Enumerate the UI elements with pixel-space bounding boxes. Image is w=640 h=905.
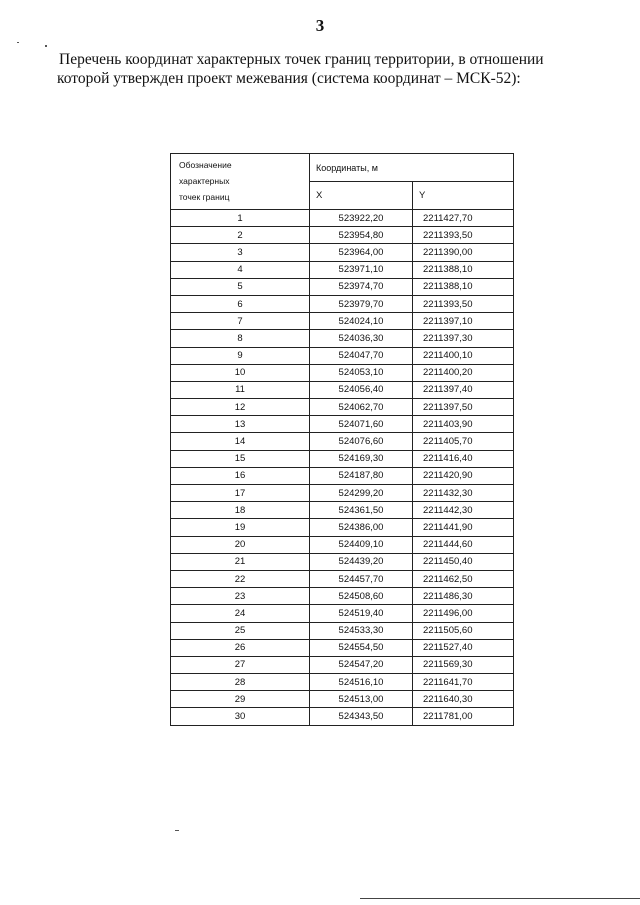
y-coordinate-cell: 2211397,50 xyxy=(413,399,514,416)
x-coordinate-cell: 524071,60 xyxy=(310,416,413,433)
bottom-edge-line xyxy=(360,898,640,899)
table-row xyxy=(171,433,514,450)
table-row xyxy=(171,330,514,347)
x-coordinate-cell: 523964,00 xyxy=(310,244,413,261)
y-coordinate-cell: 2211400,20 xyxy=(413,364,514,381)
point-number-cell: 12 xyxy=(171,399,310,416)
point-number-cell: 1 xyxy=(171,210,310,227)
y-coordinate-cell: 2211442,30 xyxy=(413,502,514,519)
x-coordinate-cell: 524056,40 xyxy=(310,381,413,398)
x-coordinate-cell: 524062,70 xyxy=(310,399,413,416)
point-number-cell: 5 xyxy=(171,278,310,295)
point-number-cell: 20 xyxy=(171,536,310,553)
x-coordinate-cell: 524516,10 xyxy=(310,674,413,691)
y-coordinate-cell: 2211450,40 xyxy=(413,553,514,570)
x-coordinate-cell: 524187,80 xyxy=(310,467,413,484)
point-number-cell: 23 xyxy=(171,588,310,605)
table-row xyxy=(171,502,514,519)
y-coordinate-cell: 2211390,00 xyxy=(413,244,514,261)
x-coordinate-cell: 524547,20 xyxy=(310,656,413,673)
table-row xyxy=(171,210,514,227)
table-row xyxy=(171,605,514,622)
scan-speck xyxy=(45,45,47,47)
x-coordinate-cell: 524533,30 xyxy=(310,622,413,639)
y-coordinate-cell: 2211641,70 xyxy=(413,674,514,691)
point-number-cell: 30 xyxy=(171,708,310,725)
y-coordinate-cell: 2211462,50 xyxy=(413,570,514,587)
table-row xyxy=(171,227,514,244)
point-number-cell: 11 xyxy=(171,381,310,398)
y-coordinate-cell: 2211444,60 xyxy=(413,536,514,553)
point-number-cell: 18 xyxy=(171,502,310,519)
point-number-cell: 2 xyxy=(171,227,310,244)
point-number-cell: 24 xyxy=(171,605,310,622)
point-number-cell: 21 xyxy=(171,553,310,570)
table-row xyxy=(171,261,514,278)
table-row xyxy=(171,708,514,725)
y-coordinate-cell: 2211427,70 xyxy=(413,210,514,227)
table-row xyxy=(171,639,514,656)
point-number-cell: 3 xyxy=(171,244,310,261)
point-number-cell: 17 xyxy=(171,485,310,502)
point-number-cell: 16 xyxy=(171,467,310,484)
table-header-row xyxy=(171,154,514,182)
x-coordinate-cell: 523922,20 xyxy=(310,210,413,227)
table-row xyxy=(171,278,514,295)
x-coordinate-cell: 524076,60 xyxy=(310,433,413,450)
x-coordinate-cell: 524299,20 xyxy=(310,485,413,502)
point-number-cell: 26 xyxy=(171,639,310,656)
table-row xyxy=(171,313,514,330)
x-coordinate-cell: 524343,50 xyxy=(310,708,413,725)
point-number-cell: 10 xyxy=(171,364,310,381)
table-row xyxy=(171,656,514,673)
point-number-cell: 4 xyxy=(171,261,310,278)
point-number-cell: 6 xyxy=(171,295,310,312)
x-coordinate-cell: 524169,30 xyxy=(310,450,413,467)
y-coordinate-cell: 2211400,10 xyxy=(413,347,514,364)
y-coordinate-cell: 2211405,70 xyxy=(413,433,514,450)
table-row xyxy=(171,553,514,570)
x-coordinate-cell: 524519,40 xyxy=(310,605,413,622)
y-coordinate-cell: 2211397,40 xyxy=(413,381,514,398)
table-row xyxy=(171,347,514,364)
point-number-cell: 15 xyxy=(171,450,310,467)
point-number-cell: 8 xyxy=(171,330,310,347)
y-coordinate-cell: 2211496,00 xyxy=(413,605,514,622)
point-number-cell: 25 xyxy=(171,622,310,639)
table-row xyxy=(171,244,514,261)
point-number-cell: 14 xyxy=(171,433,310,450)
table-body xyxy=(171,210,514,726)
y-coordinate-cell: 2211486,30 xyxy=(413,588,514,605)
x-coordinate-cell: 524386,00 xyxy=(310,519,413,536)
x-coordinate-cell: 524409,10 xyxy=(310,536,413,553)
y-coordinate-cell: 2211781,00 xyxy=(413,708,514,725)
y-coordinate-cell: 2211640,30 xyxy=(413,691,514,708)
page-number: 3 xyxy=(315,16,325,35)
y-coordinate-cell: 2211432,30 xyxy=(413,485,514,502)
x-coordinate-cell: 524554,50 xyxy=(310,639,413,656)
y-coordinate-cell: 2211403,90 xyxy=(413,416,514,433)
point-number-cell: 13 xyxy=(171,416,310,433)
y-coordinate-cell: 2211397,10 xyxy=(413,313,514,330)
point-number-cell: 9 xyxy=(171,347,310,364)
y-coordinate-cell: 2211393,50 xyxy=(413,227,514,244)
y-coordinate-cell: 2211441,90 xyxy=(413,519,514,536)
table-row xyxy=(171,536,514,553)
table-row xyxy=(171,467,514,484)
point-number-cell: 19 xyxy=(171,519,310,536)
x-coordinate-cell: 523954,80 xyxy=(310,227,413,244)
table-row xyxy=(171,399,514,416)
table-row xyxy=(171,622,514,639)
y-coordinate-cell: 2211420,90 xyxy=(413,467,514,484)
y-coordinate-cell: 2211393,50 xyxy=(413,295,514,312)
table-row xyxy=(171,570,514,587)
table-row xyxy=(171,416,514,433)
table-row xyxy=(171,381,514,398)
table-row xyxy=(171,674,514,691)
x-coordinate-cell: 524053,10 xyxy=(310,364,413,381)
header-coordinates: Координаты, м xyxy=(310,154,514,182)
document-heading: Перечень координат характерных точек границ территории, в отношении которой утвержден проект межевания (система координат – МСК-52): xyxy=(57,51,544,87)
x-coordinate-cell: 523974,70 xyxy=(310,278,413,295)
y-coordinate-cell: 2211388,10 xyxy=(413,261,514,278)
scan-speck xyxy=(17,42,19,43)
point-number-cell: 27 xyxy=(171,656,310,673)
table-row xyxy=(171,295,514,312)
x-coordinate-cell: 524513,00 xyxy=(310,691,413,708)
x-coordinate-cell: 523971,10 xyxy=(310,261,413,278)
header-point-line-3: точек границ xyxy=(179,192,230,202)
y-coordinate-cell: 2211388,10 xyxy=(413,278,514,295)
point-number-cell: 7 xyxy=(171,313,310,330)
y-coordinate-cell: 2211527,40 xyxy=(413,639,514,656)
header-x: X xyxy=(310,182,413,210)
header-point-designation xyxy=(171,154,310,210)
table-row xyxy=(171,519,514,536)
x-coordinate-cell: 523979,70 xyxy=(310,295,413,312)
y-coordinate-cell: 2211505,60 xyxy=(413,622,514,639)
x-coordinate-cell: 524024,10 xyxy=(310,313,413,330)
x-coordinate-cell: 524047,70 xyxy=(310,347,413,364)
point-number-cell: 22 xyxy=(171,570,310,587)
y-coordinate-cell: 2211569,30 xyxy=(413,656,514,673)
point-number-cell: 29 xyxy=(171,691,310,708)
x-coordinate-cell: 524036,30 xyxy=(310,330,413,347)
y-coordinate-cell: 2211416,40 xyxy=(413,450,514,467)
y-coordinate-cell: 2211397,30 xyxy=(413,330,514,347)
header-y: Y xyxy=(413,182,514,210)
coordinates-table xyxy=(170,153,514,726)
x-coordinate-cell: 524439,20 xyxy=(310,553,413,570)
x-coordinate-cell: 524508,60 xyxy=(310,588,413,605)
table-row xyxy=(171,588,514,605)
point-number-cell: 28 xyxy=(171,674,310,691)
x-coordinate-cell: 524457,70 xyxy=(310,570,413,587)
table-row xyxy=(171,450,514,467)
header-point-line-2: характерных xyxy=(179,176,230,186)
header-point-line-1: Обозначение xyxy=(179,160,232,170)
table-row xyxy=(171,485,514,502)
table-row xyxy=(171,691,514,708)
x-coordinate-cell: 524361,50 xyxy=(310,502,413,519)
scan-speck xyxy=(175,830,179,831)
table-row xyxy=(171,364,514,381)
